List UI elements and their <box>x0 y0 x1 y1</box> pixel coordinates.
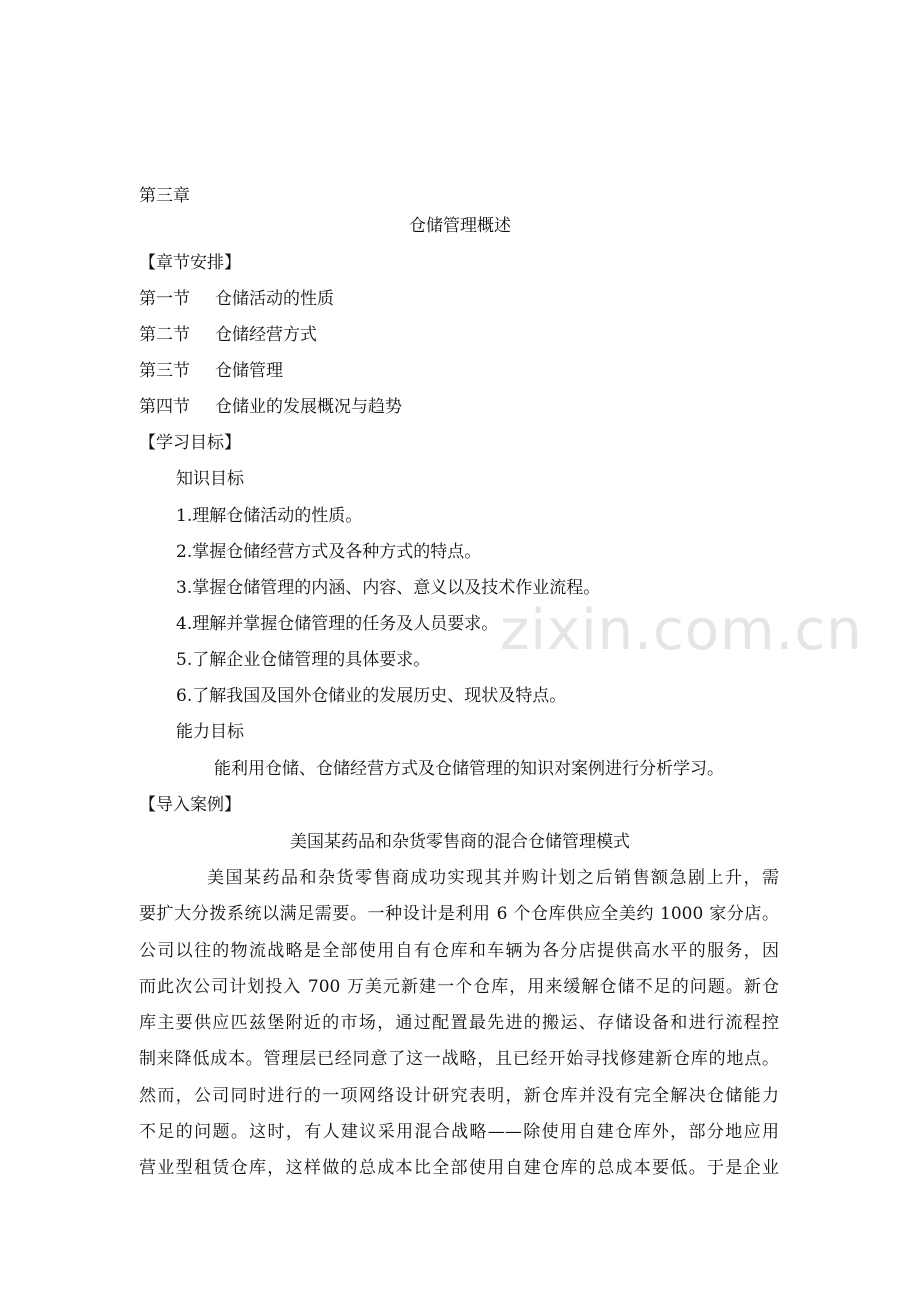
toc-item <box>139 360 283 382</box>
case-paragraph-line: 然而，公司同时进行的一项网络设计研究表明，新仓库并没有完全解决仓储能力 <box>139 1086 779 1106</box>
page-title-text: 仓储管理概述 <box>409 216 511 236</box>
ability-heading: 能力目标 <box>176 722 244 742</box>
knowledge-item: 1.理解仓储活动的性质。 <box>176 506 363 526</box>
ability-text: 能利用仓储、仓储经营方式及仓储管理的知识对案例进行分析学习。 <box>214 759 724 779</box>
chapter-label: 第三章 <box>139 186 190 206</box>
case-paragraph-line: 库主要供应匹兹堡附近的市场，通过配置最先进的搬运、存储设备和进行流程控 <box>139 1013 779 1033</box>
case-heading: 【导入案例】 <box>139 795 241 815</box>
toc-item-text: 仓储经营方式 <box>215 325 317 345</box>
toc-item-text: 仓储活动的性质 <box>215 289 334 309</box>
case-paragraph-line: 营业型租赁仓库，这样做的总成本比全部使用自建仓库的总成本要低。于是企业 <box>139 1158 779 1178</box>
toc-item-text: 仓储管理 <box>215 361 283 381</box>
case-title: 美国某药品和杂货零售商的混合仓储管理模式 <box>290 832 630 852</box>
arrangement-heading: 【章节安排】 <box>139 253 241 273</box>
case-paragraph-line: 制来降低成本。管理层已经同意了这一战略，且已经开始寻找修建新仓库的地点。 <box>139 1049 779 1069</box>
case-paragraph-line: 而此次公司计划投入 700 万美元新建一个仓库，用来缓解仓储不足的问题。新仓 <box>139 977 779 997</box>
objectives-heading: 【学习目标】 <box>139 433 241 453</box>
watermark: zixin.com.cn <box>500 598 863 663</box>
case-paragraph-line: 不足的问题。这时，有人建议采用混合战略——除使用自建仓库外，部分地应用 <box>139 1122 779 1142</box>
toc-item <box>139 288 334 310</box>
knowledge-item: 4.理解并掌握仓储管理的任务及人员要求。 <box>176 614 499 634</box>
case-paragraph-line: 美国某药品和杂货零售商成功实现其并购计划之后销售额急剧上升，需 <box>207 868 779 888</box>
knowledge-item: 2.掌握仓储经营方式及各种方式的特点。 <box>176 542 482 562</box>
toc-item <box>139 396 402 418</box>
case-paragraph-line: 要扩大分拨系统以满足需要。一种设计是利用 6 个仓库供应全美约 1000 家分店。 <box>139 904 779 924</box>
knowledge-item: 5.了解企业仓储管理的具体要求。 <box>176 650 431 670</box>
knowledge-item: 3.掌握仓储管理的内涵、内容、意义以及技术作业流程。 <box>176 578 601 598</box>
case-paragraph-line: 公司以往的物流战略是全部使用自有仓库和车辆为各分店提供高水平的服务，因 <box>139 941 779 961</box>
knowledge-heading: 知识目标 <box>176 469 244 489</box>
toc-item-number: 第二节 <box>139 325 190 345</box>
toc-item-number: 第四节 <box>139 397 190 417</box>
toc-item-number: 第一节 <box>139 289 190 309</box>
toc-item <box>139 324 317 346</box>
toc-item-text: 仓储业的发展概况与趋势 <box>215 397 402 417</box>
knowledge-item: 6.了解我国及国外仓储业的发展历史、现状及特点。 <box>176 686 567 706</box>
toc-item-number: 第三节 <box>139 361 190 381</box>
page-title <box>0 215 920 237</box>
